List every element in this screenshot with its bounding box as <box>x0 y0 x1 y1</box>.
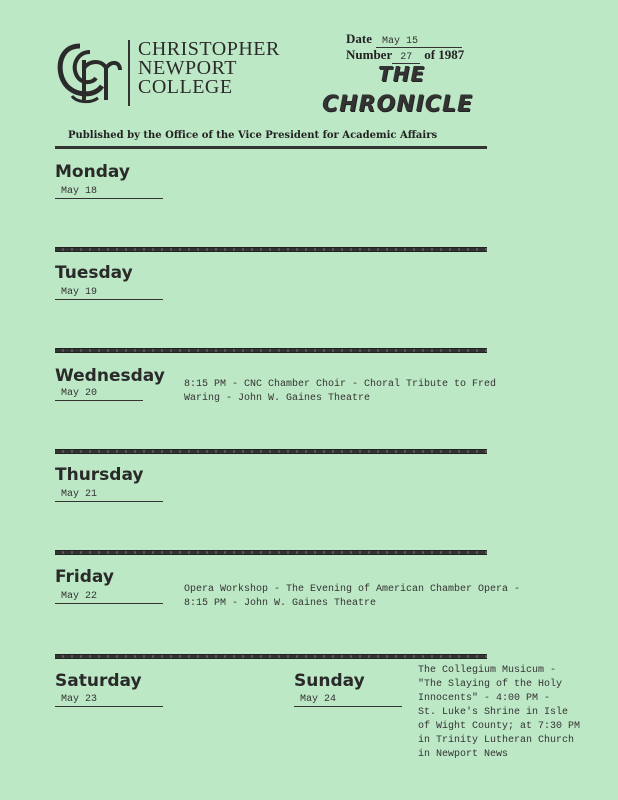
number-value: 27 <box>392 52 420 64</box>
divider-tuesday <box>55 348 487 353</box>
date-value: May 15 <box>376 36 462 48</box>
college-monogram-logo <box>50 38 122 106</box>
day-monday: Monday <box>55 162 130 182</box>
header-rule <box>55 146 487 149</box>
day-friday: Friday <box>55 567 114 587</box>
day-wednesday: Wednesday <box>55 366 165 386</box>
divider-friday <box>55 654 487 659</box>
college-name <box>138 40 280 97</box>
college-name-line-1: CHRISTOPHER <box>138 38 280 60</box>
published-by-line: Published by the Office of the Vice President for Academic Affairs <box>68 130 438 141</box>
date-sunday: May 24 <box>294 694 402 707</box>
event-friday: Opera Workshop - The Evening of American Chamber Opera - 8:15 PM - John W. Gaines Theatre <box>184 584 521 609</box>
college-name-line-3: COLLEGE <box>138 76 233 98</box>
college-name-line-2: NEWPORT <box>138 57 237 79</box>
date-friday: May 22 <box>55 591 163 604</box>
date-thursday: May 21 <box>55 489 163 502</box>
event-sunday: The Collegium Musicum - "The Slaying of the Holy Innocents" - 4:00 PM - St. Luke's Shrine in Isle of Wight County; at 7:30 PM in Trinity Lutheran Church in Newport News <box>418 665 581 760</box>
date-wednesday: May 20 <box>55 388 143 401</box>
divider-thursday <box>55 550 487 555</box>
logo-divider <box>128 40 130 106</box>
date-label: Date <box>346 31 372 46</box>
event-wednesday: 8:15 PM - CNC Chamber Choir - Choral Tribute to Fred Waring - John W. Gaines Theatre <box>184 379 497 404</box>
divider-wednesday <box>55 449 487 454</box>
date-saturday: May 23 <box>55 694 163 707</box>
title-the: THE <box>378 62 426 86</box>
day-thursday: Thursday <box>55 465 144 485</box>
title-chronicle: CHRONICLE <box>322 92 473 117</box>
year-text: of 1987 <box>424 47 465 62</box>
number-label: Number <box>346 47 393 62</box>
day-tuesday: Tuesday <box>55 263 133 283</box>
date-tuesday: May 19 <box>55 287 163 300</box>
date-monday: May 18 <box>55 186 163 199</box>
divider-monday <box>55 247 487 252</box>
day-sunday: Sunday <box>294 671 365 691</box>
day-saturday: Saturday <box>55 671 142 691</box>
